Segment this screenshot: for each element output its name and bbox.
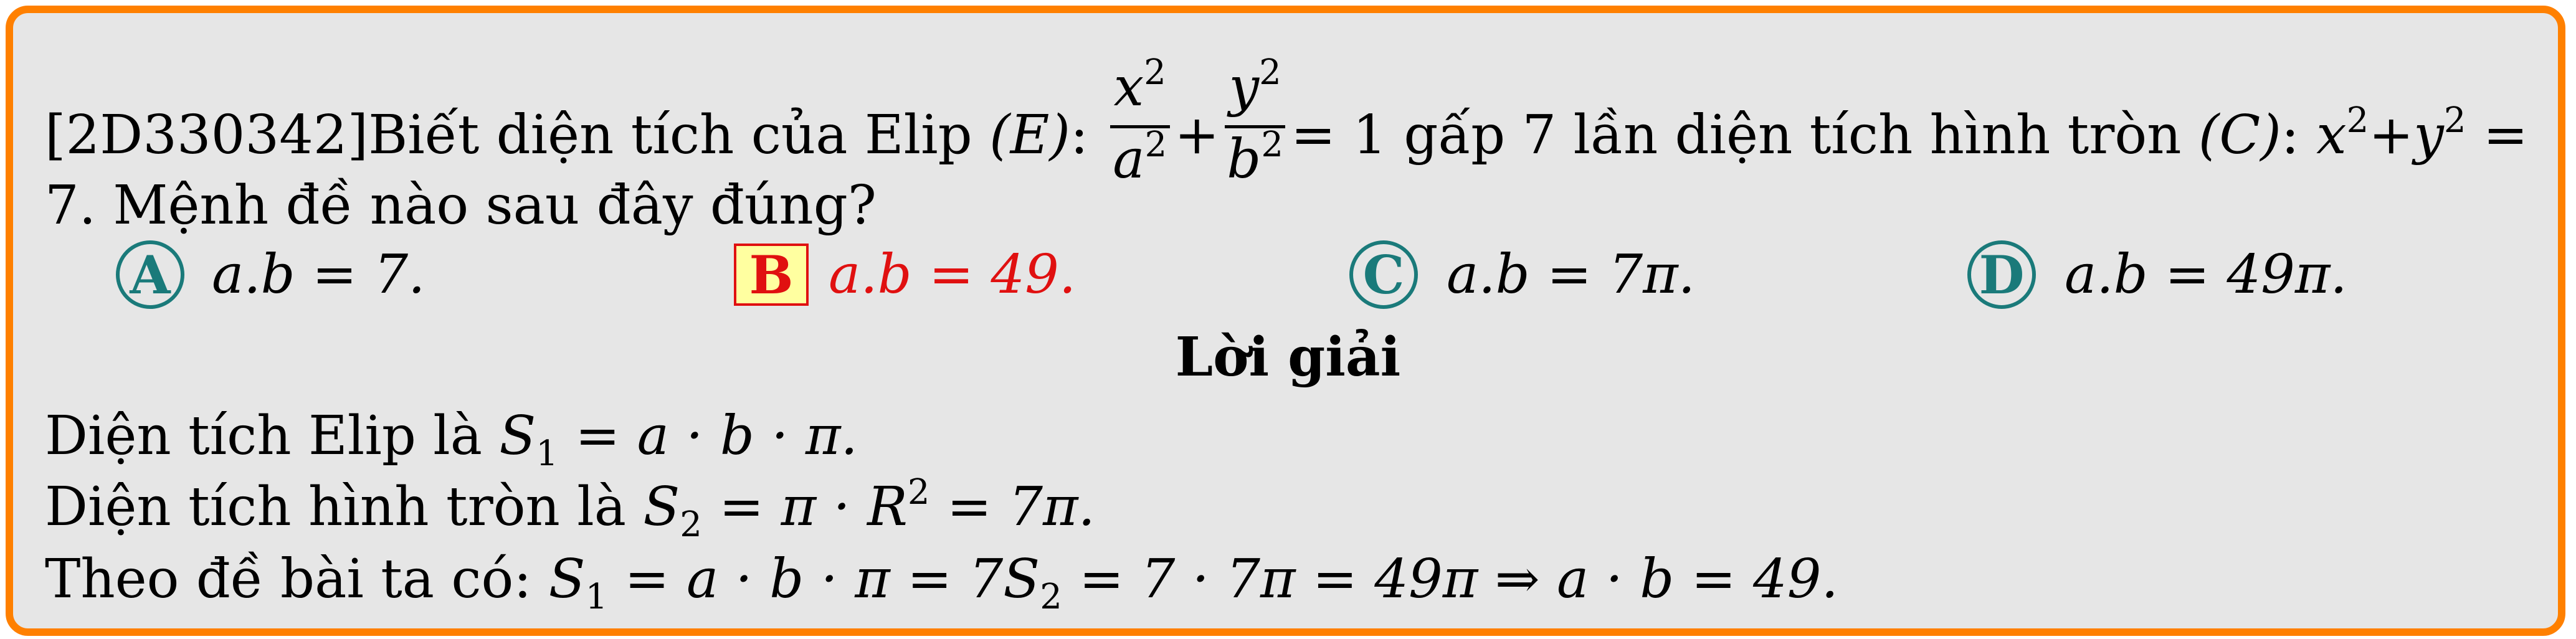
equals-one: = 1 [1290,104,1387,166]
solution-line-2: Diện tích hình tròn là $S_2 = \pi \cdot R^2 = 7\pi$. [45,472,1095,545]
option-c-badge[interactable]: C [1349,240,1418,309]
ellipse-label: (E) [989,104,1070,166]
question-text-before: Biết diện tích của Elip [368,104,990,166]
question-code: [2D330342] [45,104,369,166]
circle-label: (C) [2198,104,2281,166]
solution-line-1: Diện tích Elip là $S_1 = a \cdot b \cdot \pi$. [45,405,858,474]
option-a-text[interactable]: a.b = 7. [212,244,425,306]
option-a-badge[interactable]: A [116,240,184,309]
option-b-text[interactable]: a.b = 49. [829,244,1077,306]
option-c-text[interactable]: a.b = 7π. [1447,244,1695,306]
fraction-x2-a2: $\frac{x^2}{a^2}$ [1109,56,1171,197]
question-text-middle: gấp 7 lần diện tích hình tròn [1387,104,2198,166]
question-line-2: 7. Mệnh đề nào sau đây đúng? [45,174,877,237]
option-b-badge[interactable]: B [734,244,809,306]
solution-heading: Lời giải [1175,326,1401,389]
option-d-text[interactable]: a.b = 49π. [2065,244,2347,306]
solution-line-3: Theo đề bài ta có: $S_1 = a \cdot b \cdot \pi = 7S_2 = 7 \cdot 7\pi = 49\pi$ ⇒ a · b = 49. [45,548,1838,617]
circle-eq-rhs: = [2483,104,2528,166]
option-d-badge[interactable]: D [1967,240,2036,309]
question-line-1: [2D330342]Biết diện tích của Elip (E): $\frac{x^2}{a^2}$ + $\frac{y^2}{b^2}$ = 1 gấp 7 lần diện tích hình tròn (C): $x^2+y^2$ = [45,69,2528,210]
fraction-y2-b2: $\frac{y^2}{b^2}$ [1223,56,1287,197]
